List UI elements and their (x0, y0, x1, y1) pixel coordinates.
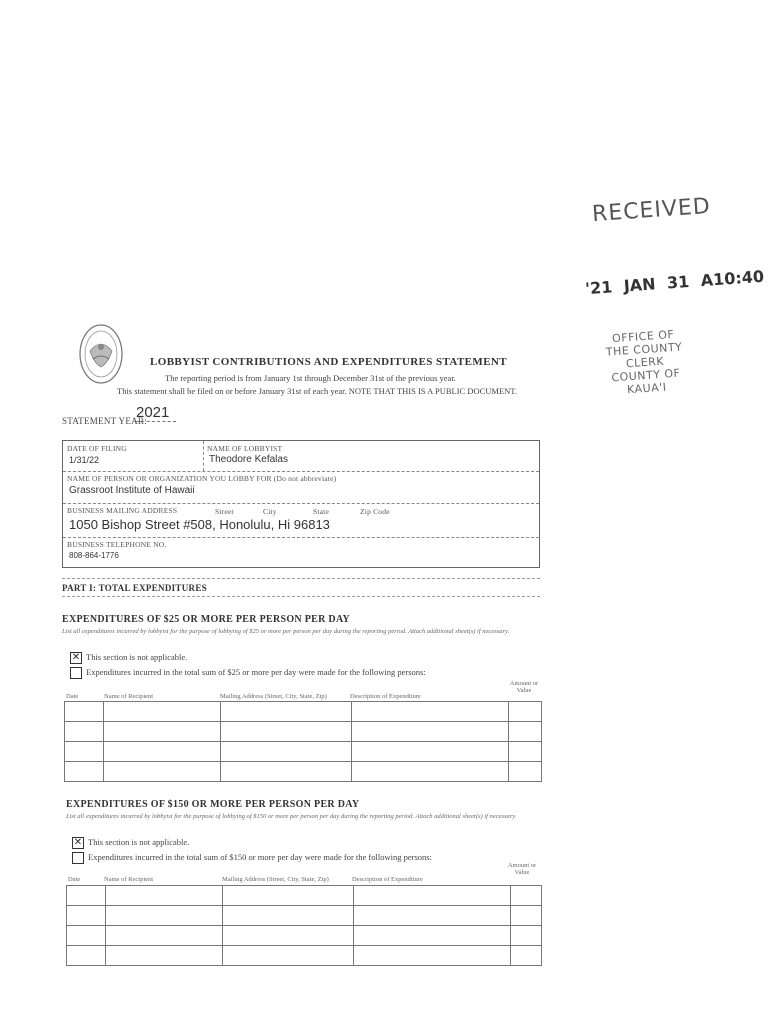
col-amount: Amount or Value (507, 862, 537, 876)
divider (62, 596, 540, 597)
section-150-na-label: This section is not applicable. (88, 837, 190, 847)
received-date-stamp: '21 JAN 31 A10:40 (584, 266, 765, 299)
date-of-filing-value: 1/31/22 (69, 455, 100, 465)
col-date: Date (68, 876, 81, 883)
section-25-description: List all expenditures incurred by lobbyist for the purpose of lobbying of $25 or more per person per day during the reporting period. Attach additional sheet(s) if necessary. (62, 628, 510, 635)
phone-value: 808-864-1776 (69, 551, 119, 560)
statement-year-label: STATEMENT YEAR: (62, 416, 148, 426)
col-amount: Amount or Value (509, 680, 539, 694)
form-subtitle: The reporting period is from January 1st through December 31st of the previous year. (165, 373, 456, 383)
section-25-na-checkbox[interactable]: ✕ (71, 652, 81, 663)
office-stamp-line: COUNTY OF KAUA'I (611, 366, 681, 397)
table-row (67, 906, 542, 926)
col-description: Description of Expenditure (350, 693, 421, 700)
office-stamp-line: THE COUNTY CLERK (605, 340, 683, 371)
section-150-na-checkbox[interactable]: ✕ (73, 837, 83, 848)
county-seal-icon (78, 323, 124, 385)
section-150-list-checkbox[interactable] (72, 852, 84, 864)
section-150-heading: EXPENDITURES OF $150 OR MORE PER PERSON PER DAY (66, 799, 360, 810)
phone-label: BUSINESS TELEPHONE NO. (67, 540, 167, 549)
address-zip-label: Zip Code (360, 507, 390, 516)
address-value: 1050 Bishop Street #508, Honolulu, Hi 96813 (69, 517, 330, 532)
organization-value: Grassroot Institute of Hawaii (69, 485, 195, 496)
address-city-label: City (263, 507, 277, 516)
form-title: LOBBYIST CONTRIBUTIONS AND EXPENDITURES STATEMENT (150, 356, 508, 368)
col-date: Date (66, 693, 79, 700)
table-row (67, 946, 542, 966)
table-row (65, 722, 542, 742)
col-description: Description of Expenditure (352, 876, 423, 883)
statement-year-value: 2021 (136, 404, 176, 422)
address-label: BUSINESS MAILING ADDRESS (67, 506, 178, 515)
table-row (65, 702, 542, 722)
row-divider (63, 537, 539, 538)
table-row (65, 742, 542, 762)
lobbyist-info-box (62, 440, 540, 568)
row-divider (63, 503, 539, 504)
form-subtitle-notice: This statement shall be filed on or before January 31st of each year. NOTE THAT THIS IS A PUBLIC DOCUMENT. (117, 386, 517, 396)
section-25-na-label: This section is not applicable. (86, 652, 188, 662)
section-150-list-label: Expenditures incurred in the total sum of $150 or more per day were made for the following persons: (88, 852, 432, 862)
lobbyist-name-value: Theodore Kefalas (209, 454, 288, 465)
lobbyist-name-label: NAME OF LOBBYIST (207, 444, 283, 453)
section-150-description: List all expenditures incurred by lobbyist for the purpose of lobbying of $150 or more per person per day during the reporting period. Attach additional sheet(s) if necessary. (66, 813, 517, 820)
col-address: Mailing Address (Street, City, State, Zip) (222, 876, 329, 883)
office-stamp (588, 326, 702, 399)
section-25-table (64, 701, 542, 782)
col-recipient: Name of Recipient (104, 693, 154, 700)
date-of-filing-label: DATE OF FILING (67, 444, 127, 453)
address-state-label: State (313, 507, 329, 516)
table-row (65, 762, 542, 782)
received-stamp: RECEIVED (591, 193, 712, 228)
info-divider (203, 441, 204, 471)
col-recipient: Name of Recipient (104, 876, 154, 883)
part1-title: PART I: TOTAL EXPENDITURES (62, 583, 207, 593)
table-row (67, 926, 542, 946)
organization-label: NAME OF PERSON OR ORGANIZATION YOU LOBBY FOR (Do not abbreviate) (67, 474, 337, 483)
office-stamp-line: OFFICE OF (611, 327, 675, 346)
table-row (67, 886, 542, 906)
col-address: Mailing Address (Street, City, State, Zip) (220, 693, 327, 700)
row-divider (63, 471, 539, 472)
address-street-label: Street (215, 507, 234, 516)
section-25-list-label: Expenditures incurred in the total sum of $25 or more per day were made for the following persons: (86, 667, 426, 677)
section-25-heading: EXPENDITURES OF $25 OR MORE PER PERSON PER DAY (62, 614, 351, 625)
section-150-table (66, 885, 542, 966)
divider (62, 578, 540, 579)
section-25-list-checkbox[interactable] (70, 667, 82, 679)
